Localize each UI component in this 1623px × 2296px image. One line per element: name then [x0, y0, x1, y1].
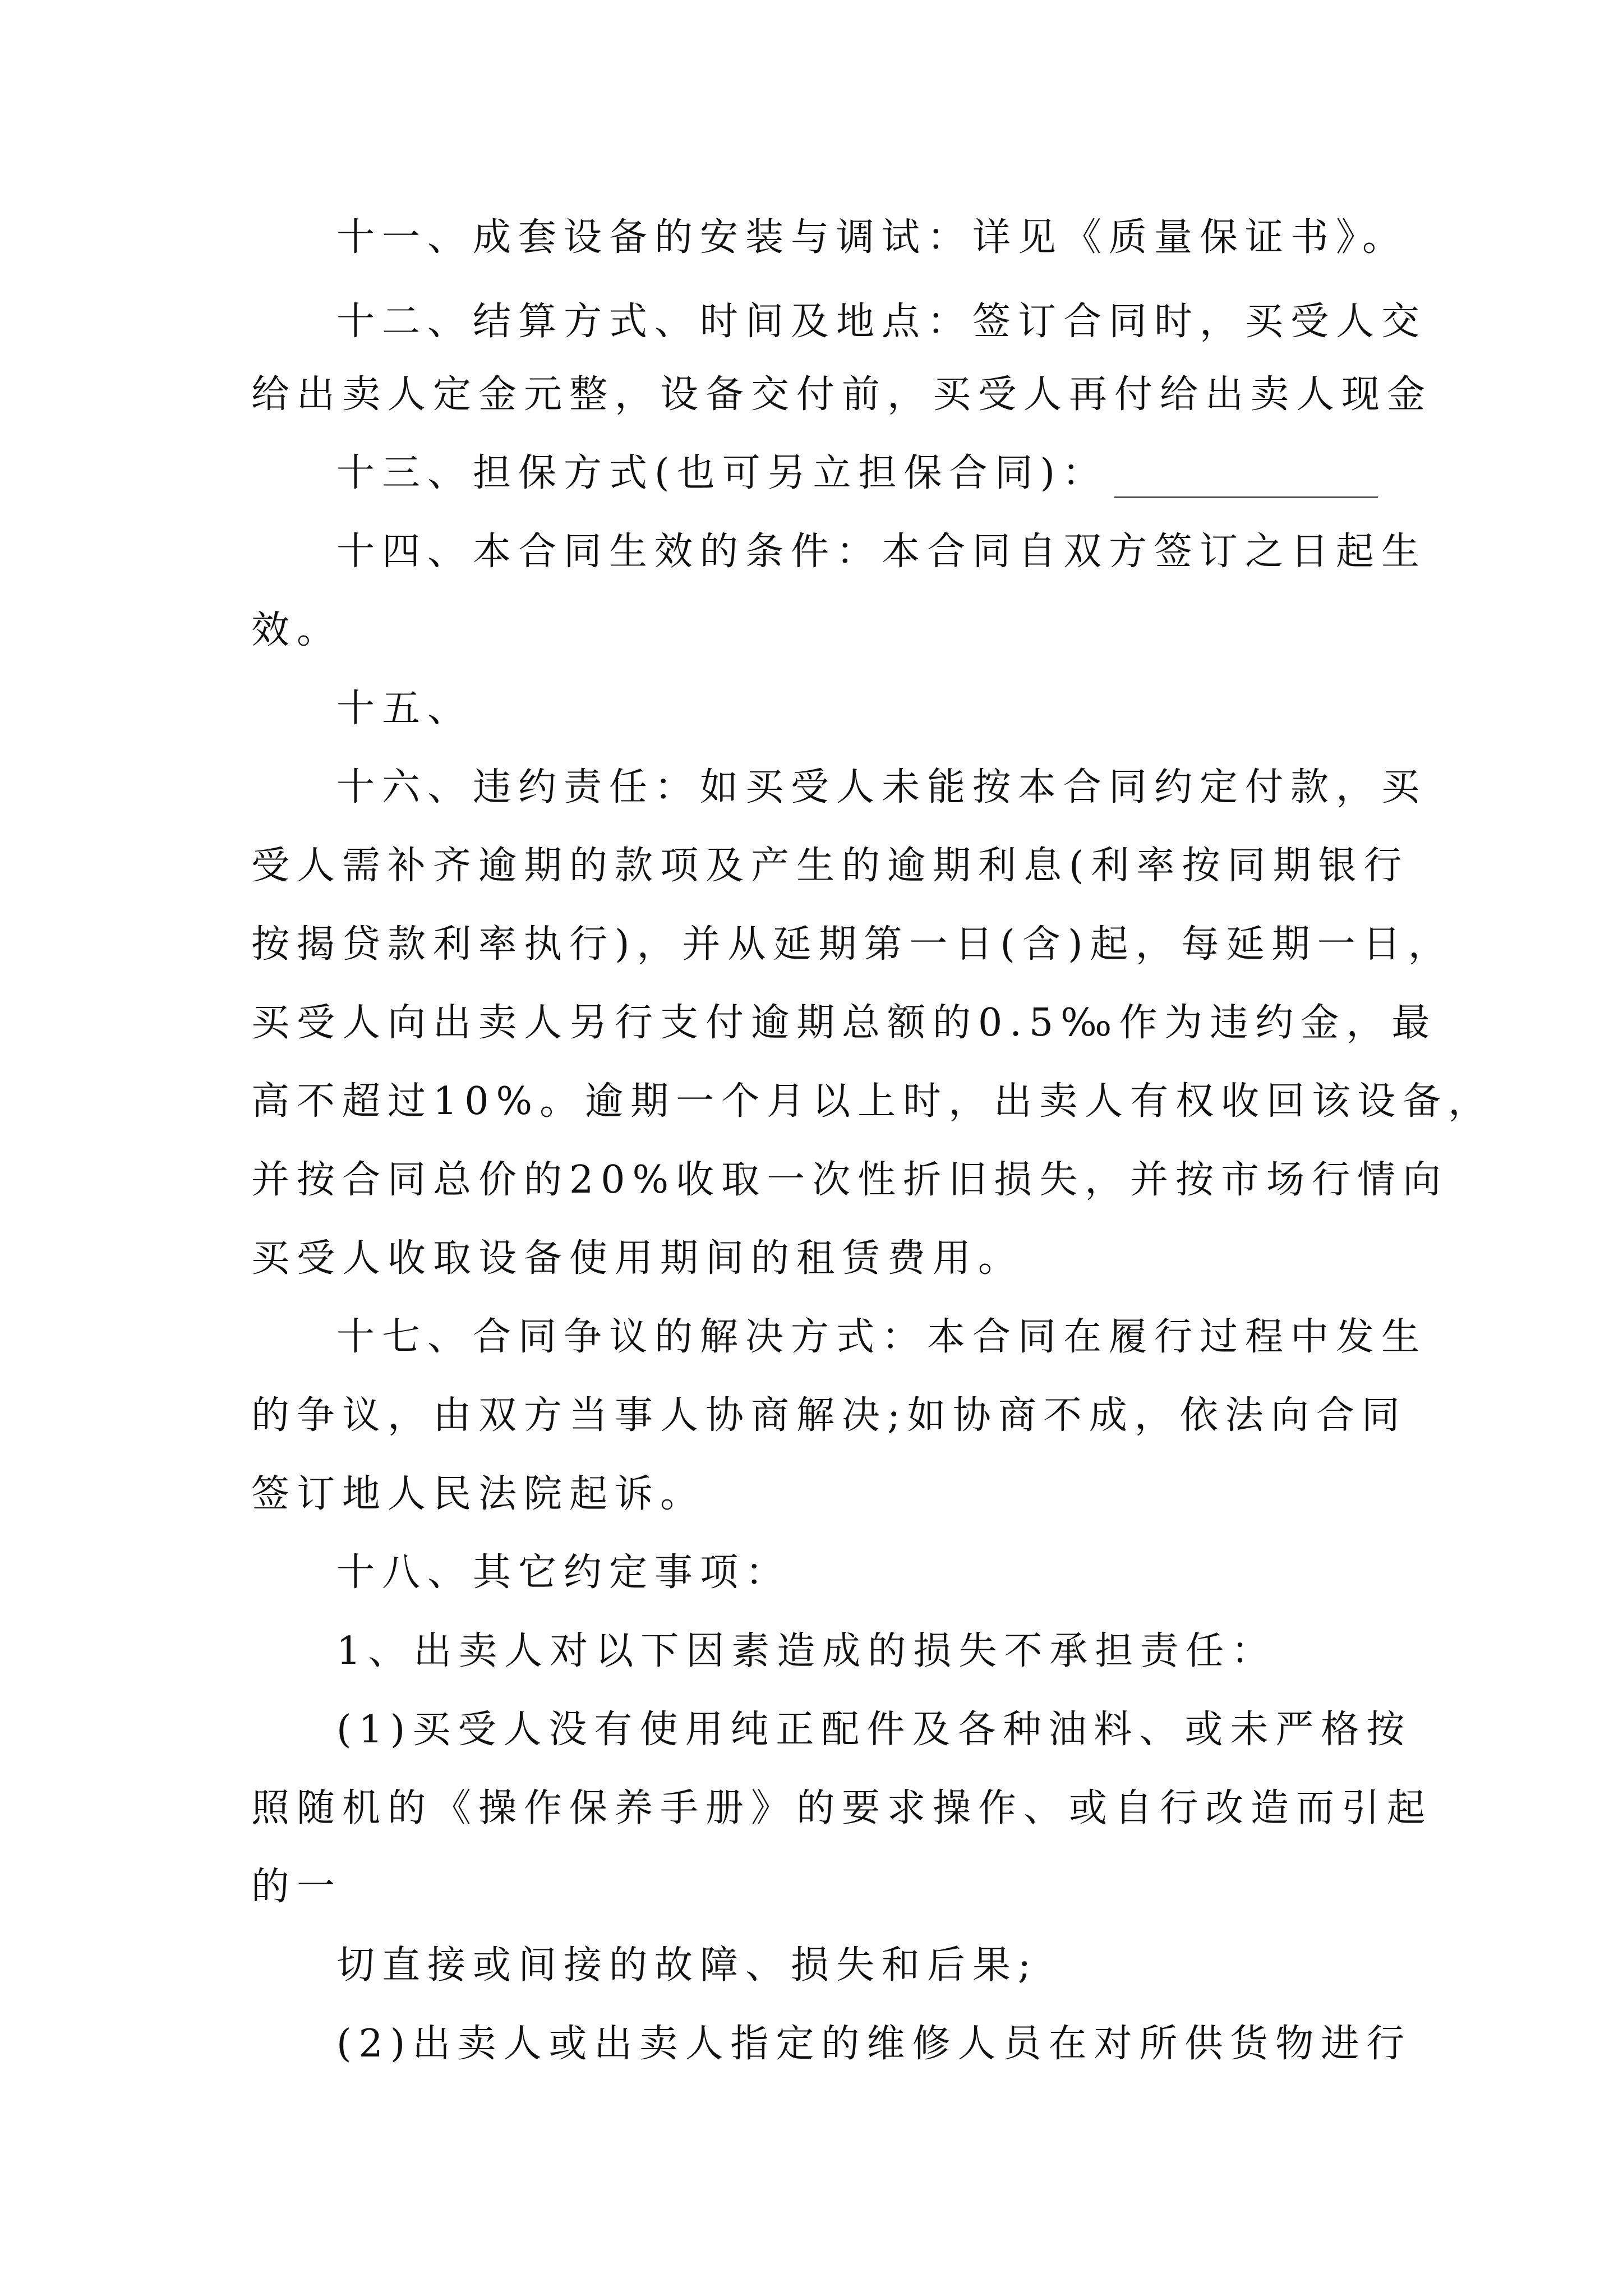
text-line: 十一、成套设备的安装与调试：详见《质量保证书》。	[336, 215, 1408, 260]
text-line: 并按合同总价的20%收取一次性折旧损失，并按市场行情向	[251, 1158, 1449, 1202]
text-line: 给出卖人定金元整，设备交付前，买受人再付给出卖人现金	[251, 372, 1433, 417]
text-line: 十五、	[336, 687, 473, 731]
text-line: 买受人收取设备使用期间的租赁费用。	[251, 1236, 1024, 1281]
text-line: 十四、本合同生效的条件：本合同自双方签订之日起生	[336, 530, 1427, 574]
text-line: 十二、结算方式、时间及地点：签订合同时，买受人交	[336, 300, 1427, 344]
text-line: 1、出卖人对以下因素造成的损失不承担责任：	[336, 1629, 1277, 1673]
text-line	[336, 449, 1492, 498]
text-line: 买受人向出卖人另行支付逾期总额的0.5‰作为违约金，最	[251, 1001, 1437, 1045]
line-text: 十三、担保方式(也可另立担保合同)：	[336, 451, 1108, 495]
text-line: 切直接或间接的故障、损失和后果;	[336, 1943, 1038, 1987]
blank-underline	[1114, 463, 1378, 498]
text-line: 受人需补齐逾期的款项及产生的逾期利息(利率按同期银行	[251, 844, 1409, 888]
text-line: 十六、违约责任：如买受人未能按本合同约定付款，买	[336, 765, 1427, 809]
text-line: (2)出卖人或出卖人指定的维修人员在对所供货物进行	[336, 2022, 1412, 2066]
text-line: 效。	[251, 608, 343, 652]
text-line: 的一	[251, 1865, 343, 1909]
text-line: 签订地人民法院起诉。	[251, 1472, 706, 1516]
text-line: 按揭贷款利率执行)，并从延期第一日(含)起，每延期一日，	[251, 922, 1454, 967]
text-line: 十八、其它约定事项：	[336, 1550, 791, 1595]
text-line: 的争议，由双方当事人协商解决;如协商不成，依法向合同	[251, 1393, 1407, 1438]
text-line: 十七、合同争议的解决方式：本合同在履行过程中发生	[336, 1315, 1427, 1359]
text-line: (1)买受人没有使用纯正配件及各种油料、或未严格按	[336, 1708, 1412, 1752]
text-line: 照随机的《操作保养手册》的要求操作、或自行改造而引起	[251, 1786, 1433, 1830]
text-line: 高不超过10%。逾期一个月以上时，出卖人有权收回该设备，	[251, 1079, 1494, 1124]
